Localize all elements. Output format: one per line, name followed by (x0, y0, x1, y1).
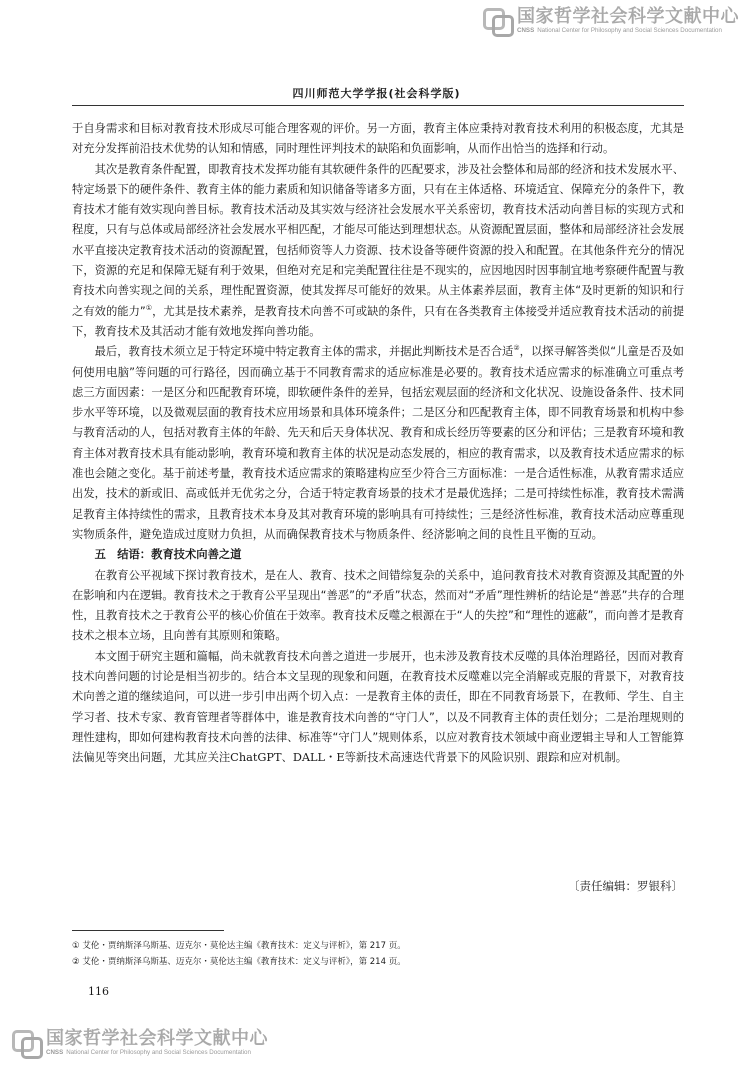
watermark-subtitle: CNSS National Center for Philosophy and Social Sciences Documentation (46, 1049, 251, 1056)
watermark-top (481, 6, 739, 36)
tech-names: ChatGPT、DALL・E (230, 751, 345, 765)
paragraph: 本文囿于研究主题和篇幅，尚未就教育技术向善之道进一步展开，也未涉及教育技术反噬的具体治理路径，因而对教育技术向善问题的讨论是相当初步的。结合本文呈现的现象和问题，在教育技术反噬难以完全消解或克服的背景下，对教育技术向善之道的继续追问，可以进一步引申出两个切入点：一是教育主体的责任，即在不同教育场景下，在教师、学生、自主学习者、技术专家、教育管理者等群体中，谁是教育技术向善的“守门人”，以及不同教育主体的责任划分；二是治理规则的理性建构，即如何建构教育技术向善的法律、标准等“守门人”规则体系，以应对教育技术领域中商业逻辑主导和人工智能算法偏见等突出问题，尤其应关注ChatGPT、DALL・E等新技术高速迭代背景下的风险识别、跟踪和应对机制。 (72, 649, 684, 765)
footnote-ref[interactable]: ① (145, 303, 153, 312)
cnss-logo-icon (481, 6, 513, 36)
paragraph: 于自身需求和目标对教育技术形成尽可能合理客观的评价。另一方面，教育主体应秉持对教育技术利用的积极态度，尤其是对充分发挥前沿技术优势的认知和情感，同时理性评判技术的缺陷和负面影响，从而作出恰当的选择和行动。 (72, 122, 684, 156)
footnote-rule (72, 930, 224, 931)
responsible-editor: 〔责任编辑：罗银科〕 (568, 879, 683, 893)
paragraph: 最后，教育技术须立足于特定环境中特定教育主体的需求，并据此判断技术是否合适②，以探寻解答类似“儿童是否及如何使用电脑”等问题的可行路径，因而确立基于不同教育需求的适应标准是必要的。教育技术适应需求的标准确立可重点考虑三方面因素：一是区分和匹配教育环境，即软硬件条件的差异，包括宏观层面的经济和文化状况、设施设备条件、技术同步水平等环境，以及微观层面的教育技术应用场景和具体环境条件；二是区分和匹配教育主体，即不同教育场景和机构中参与教育活动的人，包括对教育主体的年龄、先天和后天身体状况、教育和成长经历等要素的区分和评估；三是教育环境和教育主体对教育技术具有能动影响，教育环境和教育主体的状况是动态发展的，相应的教育需求，以及教育技术适应需求的标准也会随之变化。基于前述考量，教育技术适应需求的策略建构应至少符合三方面标准：一是合适性标准，从教育需求适应出发，技术的新或旧、高或低并无优劣之分，合适于特定教育场景的技术才是最优选择；二是可持续性标准，教育技术需满足教育主体持续性的需求，且教育技术本身及其对教育环境的影响具有可持续性；三是经济性标准，教育技术活动应尊重现实物质条件，避免造成过度财力负担，从而确保教育技术与物质条件、经济影响之间的良性且平衡的互动。 (72, 344, 684, 541)
footnote: ① 艾伦・贾纳斯泽乌斯基、迈克尔・莫伦达主编《教育技术：定义与评析》，第 217 页。 (72, 941, 406, 951)
footnote-ref[interactable]: ② (513, 344, 520, 353)
journal-running-head: 四川师范大学学报(社会科学版) (292, 87, 461, 100)
paragraph: 其次是教育条件配置，即教育技术发挥功能有其软硬件条件的匹配要求，涉及社会整体和局部的经济和技术发展水平、特定场景下的硬件条件、教育主体的能力素质和知识储备等诸多方面，只有在主体适格、环境适宜、保障充分的条件下，教育技术才能有效实现向善目标。教育技术活动及其实效与经济社会发展水平关系密切，教育技术活动向善目标的实现方式和程度，只有与总体或局部经济社会发展水平相匹配，才能尽可能达到理想状态。从资源配置层面，整体和局部经济社会发展水平直接决定教育技术活动的资源配置，包括师资等人力资源、技术设备等硬件资源的投入和配置。在其他条件充分的情况下，资源的充足和保障无疑有利于效果，但绝对充足和完美配置往往是不现实的，应因地因时因事制宜地考察硬件配置与教育技术向善实现之间的关系，理性配置资源，使其发挥尽可能好的效果。从主体素养层面，教育主体“及时更新的知识和行之有效的能力”①，尤其是技术素养，是教育技术向善不可或缺的条件，只有在各类教育主体接受并适应教育技术活动的前提下，教育技术及其活动才能有效地发挥向善功能。 (72, 162, 684, 338)
watermark-subtitle: CNSS National Center for Philosophy and Social Sciences Documentation (517, 27, 722, 34)
watermark-title: 国家哲学社会科学文献中心 (46, 1028, 268, 1049)
header-rule (72, 105, 684, 106)
footnotes (72, 939, 406, 970)
watermark-title: 国家哲学社会科学文献中心 (517, 6, 739, 27)
cnss-logo-icon (10, 1028, 42, 1058)
footnote: ② 艾伦・贾纳斯泽乌斯基、迈克尔・莫伦达主编《教育技术：定义与评析》，第 214 页。 (72, 956, 406, 967)
article-body (72, 119, 684, 769)
page-number: 116 (88, 985, 109, 998)
section-heading: 五 结语：教育技术向善之道 (94, 548, 242, 562)
paragraph: 在教育公平视域下探讨教育技术，是在人、教育、技术之间错综复杂的关系中，追问教育技术对教育资源及其配置的外在影响和内在逻辑。教育技术之于教育公平呈现出“善恶”的“矛盾”状态，然而对“矛盾”理性辨析的结论是“善恶”共存的合理性，且教育技术之于教育公平的核心价值在于效率。教育技术反噬之根源在于“人的失控”和“理性的遮蔽”，而向善才是教育技术之根本立场，且向善有其原则和策略。 (72, 568, 684, 643)
watermark-bottom (10, 1028, 268, 1058)
